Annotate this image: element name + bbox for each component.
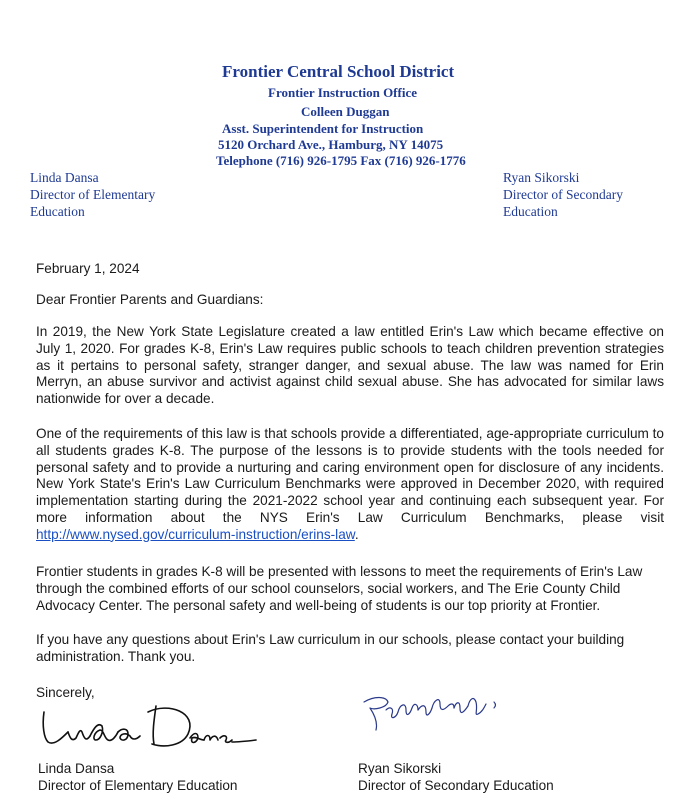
nysed-link[interactable]: http://www.nysed.gov/curriculum-instruction/erins-law [36,526,355,542]
secondary-director-header [503,169,623,220]
office-address: 5120 Orchard Ave., Hamburg, NY 14075 [218,137,444,152]
ryan-sikorski-signature [360,688,510,738]
elementary-director-header [30,169,155,220]
director-title: Director of Secondary [503,187,623,202]
director-name: Ryan Sikorski [503,170,580,185]
linda-dansa-signature [38,698,258,760]
closing: Sincerely, [36,685,95,700]
superintendent-name: Colleen Duggan [301,104,390,119]
signer-title: Director of Secondary Education [358,778,554,793]
salutation: Dear Frontier Parents and Guardians: [36,292,264,307]
signer-name: Ryan Sikorski [358,761,442,776]
paragraph-lesson-delivery: Frontier students in grades K-8 will be presented with lessons to meet the requirements of Erin's Law through the combined efforts of our school counselors, social workers, and The Erie County Child Advocacy Center. The personal safety and well-being of students is our top priority at Frontier. [36,564,643,613]
signer-name: Linda Dansa [38,761,115,776]
paragraph-end: . [354,526,359,542]
director-name: Linda Dansa [30,170,99,185]
secondary-director-signature-block [358,760,554,794]
paragraph-curriculum-requirements [36,426,664,544]
paragraph-text: One of the requirements of this law is that schools provide a differentiated, age-appropriate curriculum to all students grades K-8. The purpose of the lessons is to provide students with the tools needed for personal safety and to provide a nurturing and caring environment open for disclosure of any incidents. New York State's Erin's Law Curriculum Benchmarks were approved in December 2020, with required implementation starting during the 2021-2022 school year and continuing each subsequent year. For more information about the NYS Erin's Law Curriculum Benchmarks, please visit [36,426,664,525]
signer-title: Director of Elementary Education [38,778,238,793]
superintendent-title: Asst. Superintendent for Instruction [222,121,424,136]
paragraph-contact: If you have any questions about Erin's Law curriculum in our schools, please contact your building administration. Thank you. [36,632,625,664]
director-title: Director of Elementary [30,187,156,202]
office-phone: Telephone (716) 926-1795 Fax (716) 926-1776 [216,153,466,168]
district-name: Frontier Central School District [222,62,455,81]
director-title-cont: Education [503,204,558,219]
paragraph-erins-law-intro: In 2019, the New York State Legislature created a law entitled Erin's Law which became effective on July 1, 2020. For grades K-8, Erin's Law requires public schools to teach children prevention strategies as it pertains to personal safety, stranger danger, and sexual abuse. The law was named for Erin Merryn, an abuse survivor and activist against child sexual abuse. She has advocated for similar laws nationwide for over a decade. [36,324,664,407]
letter-date: February 1, 2024 [36,261,140,276]
elementary-director-signature-block [38,760,237,794]
office-name: Frontier Instruction Office [268,85,417,100]
director-title-cont: Education [30,204,85,219]
